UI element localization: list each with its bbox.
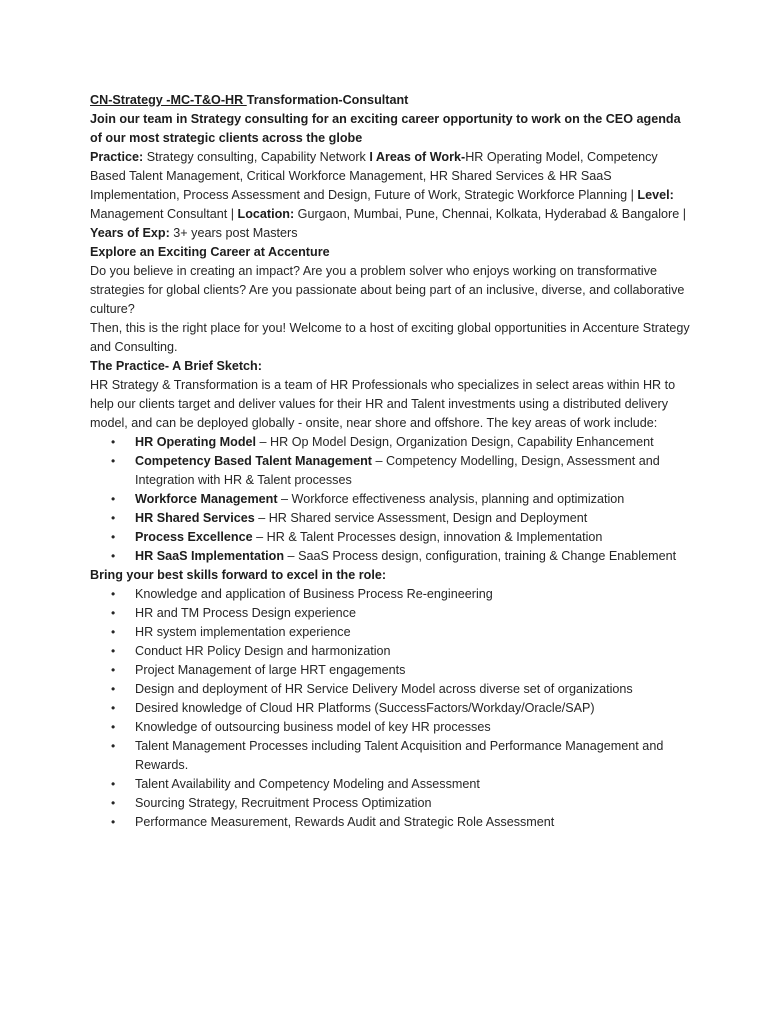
area-description: – SaaS Process design, configuration, training & Change Enablement	[284, 549, 677, 563]
area-name: Competency Based Talent Management	[135, 454, 373, 468]
area-name: HR Shared Services	[135, 511, 255, 525]
list-item: • Desired knowledge of Cloud HR Platforms (SuccessFactors/Workday/Oracle/SAP)	[90, 699, 690, 718]
job-title-code: CN-Strategy -MC-T&O-HR	[90, 93, 247, 107]
list-item: • HR system implementation experience	[90, 623, 690, 642]
explore-heading: Explore an Exciting Career at Accenture	[90, 245, 330, 259]
area-description: – Competency Modelling, Design, Assessment and Integration with HR & Talent processes	[135, 454, 660, 487]
document-page	[90, 91, 690, 832]
list-item: • Project Management of large HRT engagements	[90, 661, 690, 680]
list-item	[90, 433, 690, 452]
job-meta: Practice: Strategy consulting, Capability Network I Areas of Work-HR Operating Model, Competency Based Talent Management, Critical Workforce Management, HR Shared Services & HR SaaS Implementation, Process Assessment and Design, Future of Work, Strategic Workforce Planning | Level: Management Consultant | Location: Gurgaon, Mumbai, Pune, Chennai, Kolkata, Hyderabad & Bangalore | Years of Exp: 3+ years post Masters	[90, 150, 686, 240]
area-name: Process Excellence	[135, 530, 253, 544]
area-name: HR SaaS Implementation	[135, 549, 285, 563]
area-name: HR Operating Model	[135, 435, 257, 449]
list-item: • Conduct HR Policy Design and harmonization	[90, 642, 690, 661]
explore-paragraph-2: Then, this is the right place for you! Welcome to a host of exciting global opportunities in Accenture Strategy and Consulting.	[90, 321, 690, 354]
areas-list	[90, 433, 690, 566]
job-title-role: Transformation-Consultant	[246, 93, 409, 107]
area-description: – HR & Talent Processes design, innovation & Implementation	[252, 530, 603, 544]
skills-list	[90, 585, 690, 832]
list-item: • Knowledge of outsourcing business model of key HR processes	[90, 718, 690, 737]
job-title	[90, 91, 690, 110]
area-description: – HR Op Model Design, Organization Design, Capability Enhancement	[256, 435, 654, 449]
list-item: • Design and deployment of HR Service Delivery Model across diverse set of organizations	[90, 680, 690, 699]
practice-heading: The Practice- A Brief Sketch:	[90, 359, 262, 373]
list-item: • Knowledge and application of Business Process Re-engineering	[90, 585, 690, 604]
intro-line: Join our team in Strategy consulting for an exciting career opportunity to work on the CEO agenda of our most strategic clients across the globe	[90, 112, 681, 145]
list-item: • HR and TM Process Design experience	[90, 604, 690, 623]
list-item	[90, 547, 690, 566]
area-name: Workforce Management	[135, 492, 278, 506]
explore-paragraph-1: Do you believe in creating an impact? Are you a problem solver who enjoys working on transformative strategies for global clients? Are you passionate about being part of an inclusive, diverse, and collaborative culture?	[90, 264, 685, 316]
list-item	[90, 490, 690, 509]
list-item: • Talent Availability and Competency Modeling and Assessment	[90, 775, 690, 794]
skills-heading: Bring your best skills forward to excel in the role:	[90, 568, 387, 582]
list-item	[90, 509, 690, 528]
list-item	[90, 452, 690, 490]
area-description: – HR Shared service Assessment, Design and Deployment	[254, 511, 588, 525]
list-item	[90, 528, 690, 547]
list-item: • Talent Management Processes including Talent Acquisition and Performance Management and Rewards.	[90, 737, 690, 775]
area-description: – Workforce effectiveness analysis, planning and optimization	[277, 492, 625, 506]
practice-paragraph: HR Strategy & Transformation is a team of HR Professionals who specializes in select areas within HR to help our clients target and deliver values for their HR and Talent investments using a distributed delivery model, and can be deployed globally - onsite, near shore and offshore. The key areas of work include:	[90, 378, 676, 430]
list-item: • Sourcing Strategy, Recruitment Process Optimization	[90, 794, 690, 813]
list-item: • Performance Measurement, Rewards Audit and Strategic Role Assessment	[90, 813, 690, 832]
